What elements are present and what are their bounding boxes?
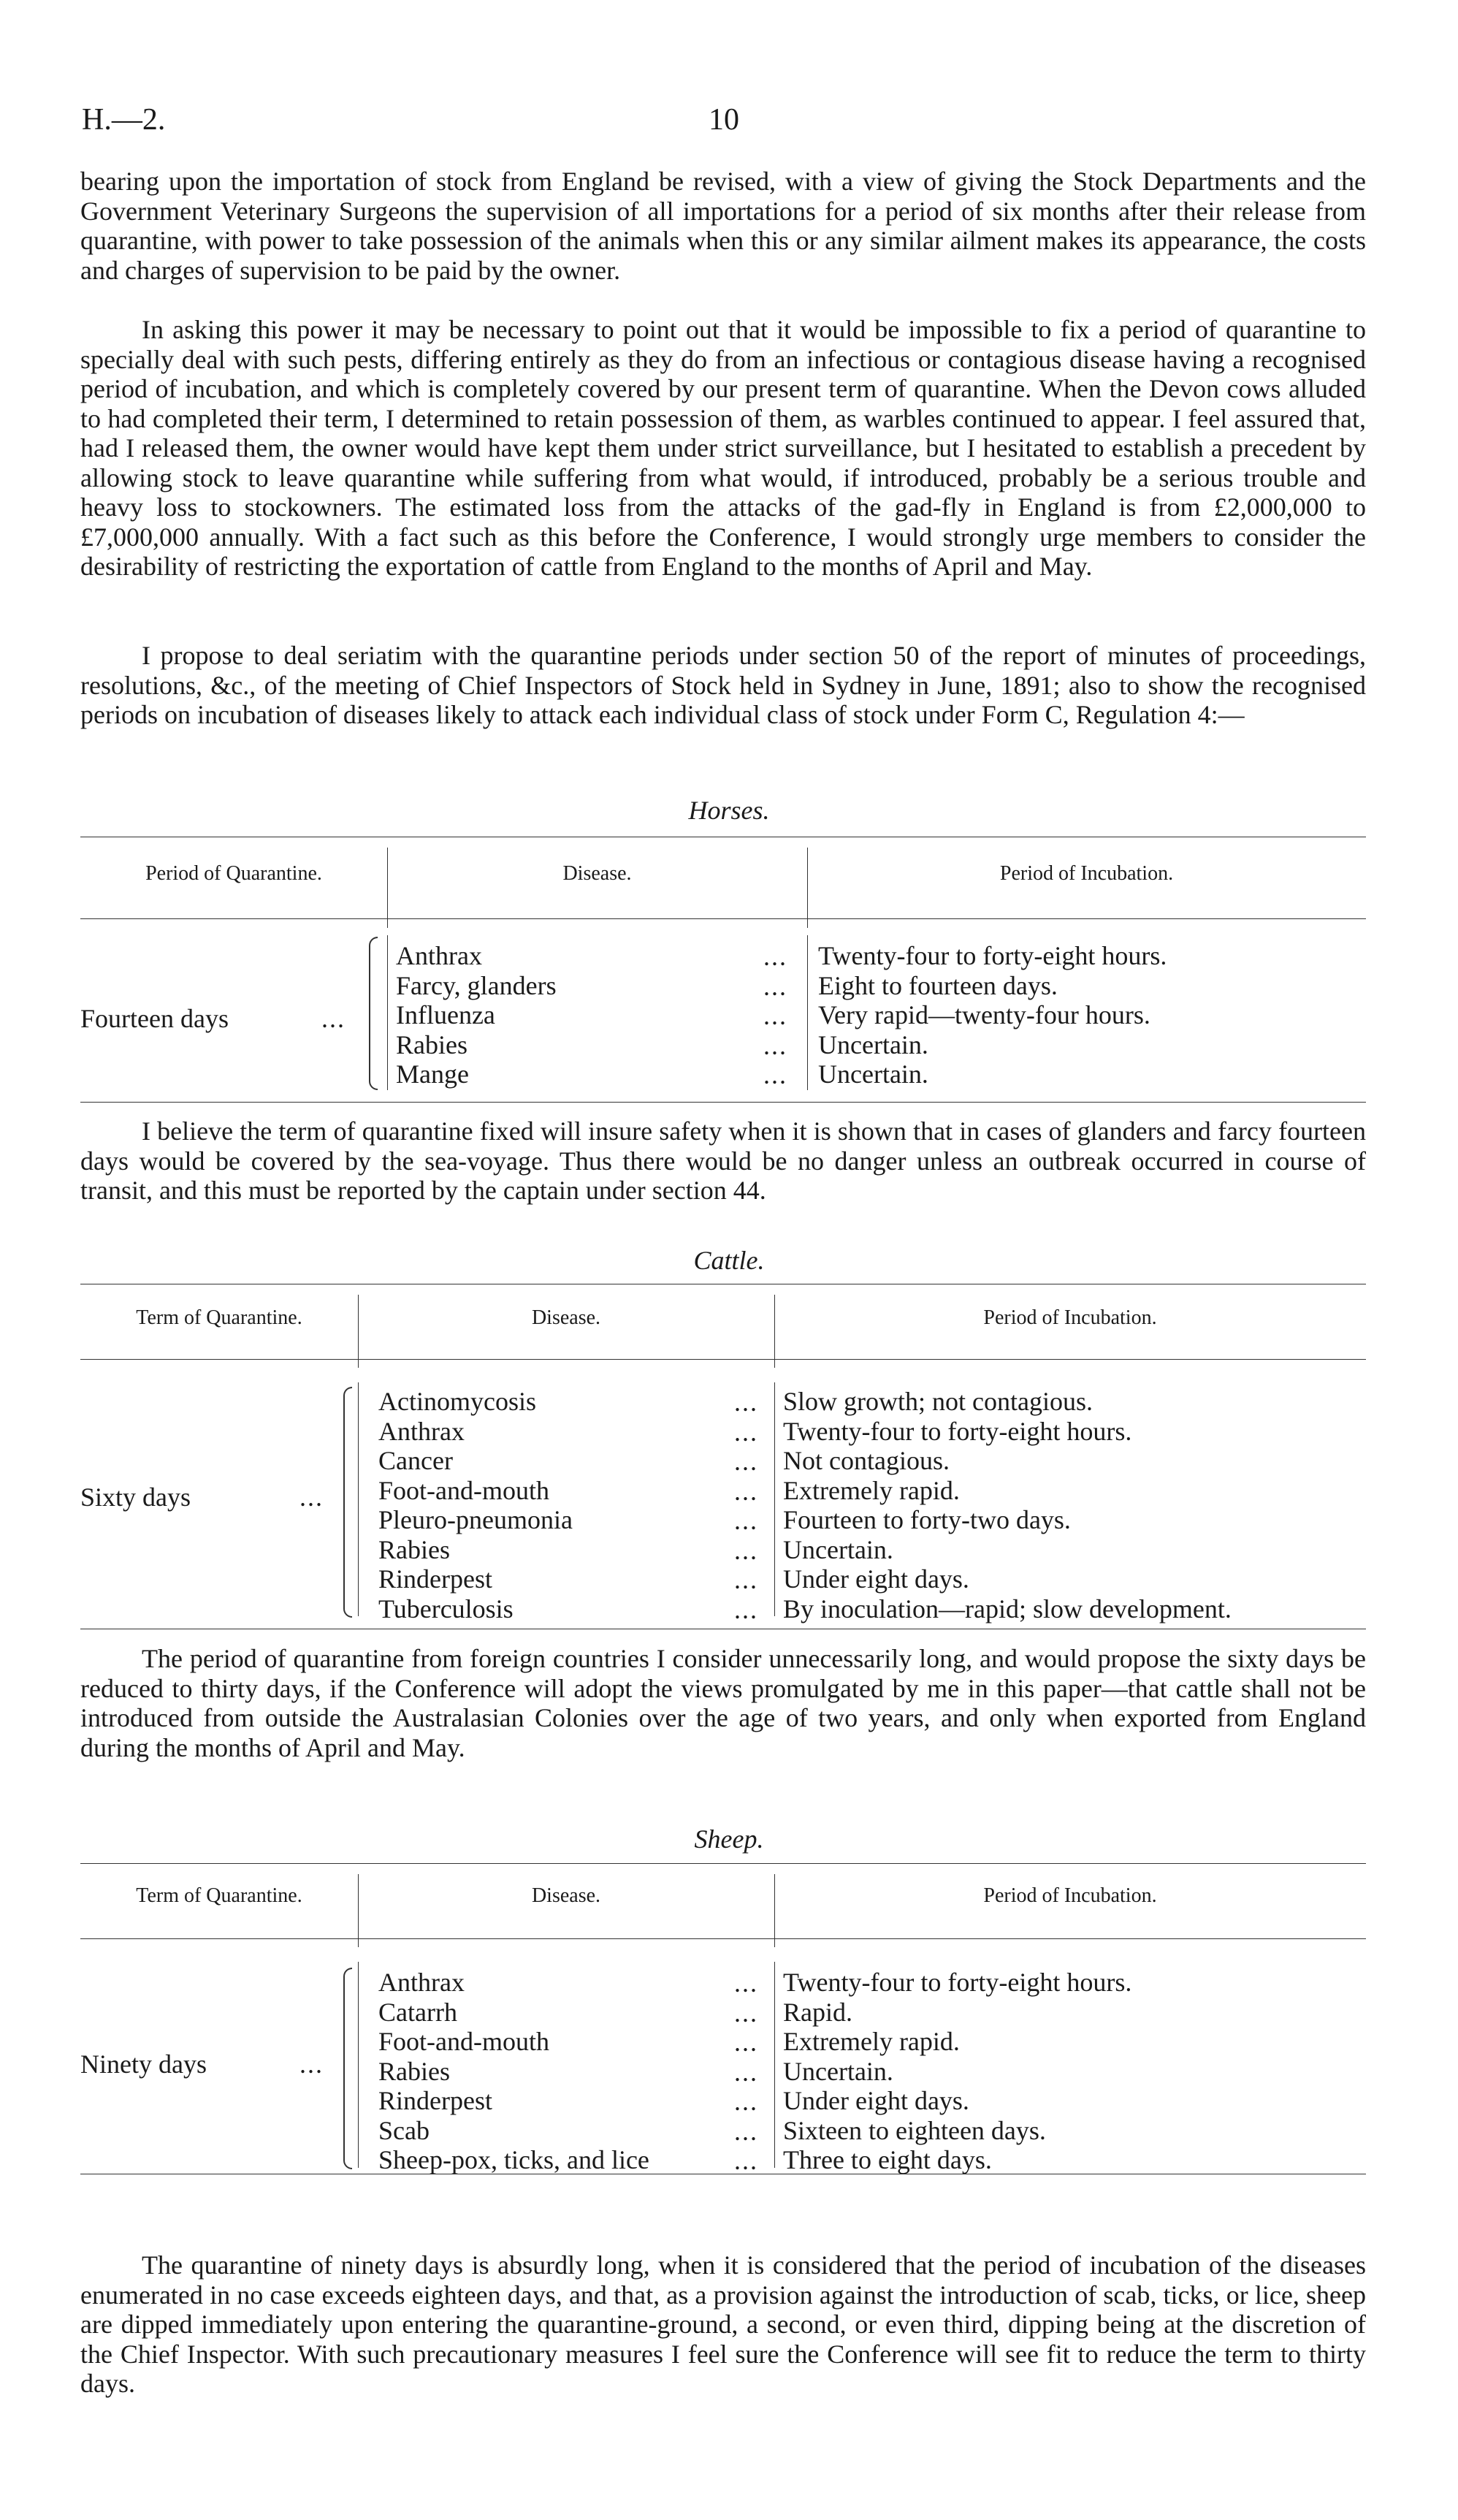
incubation-cell: Uncertain.	[818, 1059, 928, 1089]
leader-dots: ...	[763, 971, 787, 1001]
leader-dots: ...	[734, 1535, 758, 1565]
brace	[369, 937, 378, 1090]
disease-cell: Sheep-pox, ticks, and lice	[378, 2145, 649, 2174]
col-header-incubation: Period of Incubation.	[999, 862, 1174, 885]
disease-cell: Rabies	[396, 1029, 467, 1059]
incubation-cell: Uncertain.	[818, 1029, 928, 1059]
leader-dots: ...	[734, 1998, 758, 2028]
disease-cell: Scab	[378, 2115, 430, 2145]
disease-cell: Mange	[396, 1059, 469, 1089]
incubation-cell: Uncertain.	[783, 2056, 893, 2086]
disease-cell: Rabies	[378, 2056, 450, 2086]
leader-dots: ...	[734, 1417, 758, 1447]
incubation-cell: Under eight days.	[783, 2086, 969, 2115]
cattle-caption: Cattle.	[693, 1246, 765, 1275]
incubation-cell: Under eight days.	[783, 1564, 969, 1594]
leader-dots: ...	[734, 2087, 758, 2116]
incubation-cell: Sixteen to eighteen days.	[783, 2115, 1046, 2145]
brace	[343, 1968, 352, 2169]
incubation-cell: Twenty-four to forty-eight hours.	[783, 1416, 1132, 1446]
incubation-cell: Twenty-four to forty-eight hours.	[783, 1968, 1132, 1997]
col-header-disease: Disease.	[562, 862, 632, 885]
incubation-cell: Extremely rapid.	[783, 2027, 960, 2056]
disease-cell: Influenza	[396, 1000, 495, 1029]
disease-cell: Actinomycosis	[378, 1387, 536, 1416]
leader-dots: ...	[734, 1565, 758, 1594]
incubation-cell: Not contagious.	[783, 1446, 950, 1475]
cattle-table: Term of Quarantine. Disease. Period of Incubation. Sixty days ... Actinomycosis ... Slow growth; not contagious. Anthrax ... Twenty-four to forty-eight hours. Cancer ... Not contagious. Foot-and-mouth ... Extremely rapid. Pleuro-pneumonia ... Fourteen to forty-two days. Rabies ... Uncertain. Rinderpest ... Under eight days. Tuberculosis ... By inoculation—rapid; slow development.	[80, 1280, 1366, 1645]
disease-cell: Anthrax	[378, 1968, 465, 1997]
incubation-cell: Twenty-four to forty-eight hours.	[818, 941, 1167, 970]
col-header-period: Period of Quarantine.	[145, 862, 322, 885]
disease-cell: Foot-and-mouth	[378, 1475, 549, 1505]
brace	[343, 1387, 352, 1618]
disease-cell: Rinderpest	[378, 1564, 492, 1594]
incubation-cell: Three to eight days.	[783, 2145, 992, 2174]
disease-cell: Rabies	[378, 1534, 450, 1564]
col-header-incubation: Period of Incubation.	[983, 1306, 1157, 1329]
leader-dots: ...	[734, 2028, 758, 2057]
cattle-period: Sixty days	[80, 1482, 191, 1512]
incubation-cell: By inoculation—rapid; slow development.	[783, 1594, 1232, 1623]
sheep-table: Term of Quarantine. Disease. Period of Incubation. Ninety days ... Anthrax ... Twenty-four to forty-eight hours. Catarrh ... Rapid. Foot-and-mouth ... Extremely rapid. Rabies ... Uncertain. Rinderpest ... Under eight days. Scab ... Sixteen to eighteen days. Sheep-pox, ticks, and lice ... Three to eight days.	[80, 1859, 1366, 2166]
disease-cell: Anthrax	[396, 941, 482, 970]
disease-cell: Pleuro-pneumonia	[378, 1505, 573, 1534]
sheep-caption: Sheep.	[694, 1824, 764, 1854]
table-bottom-rule	[80, 1102, 1366, 1103]
report-reference: H.—2.	[82, 103, 166, 137]
incubation-cell: Eight to fourteen days.	[818, 970, 1058, 1000]
col-header-incubation: Period of Incubation.	[983, 1884, 1157, 1907]
disease-cell: Rinderpest	[378, 2086, 492, 2115]
horses-period: Fourteen days	[80, 1004, 229, 1033]
incubation-cell: Rapid.	[783, 1997, 852, 2027]
disease-cell: Catarrh	[378, 1997, 457, 2027]
leader-dots: ...	[734, 1387, 758, 1417]
page-number: 10	[709, 103, 739, 137]
incubation-cell: Slow growth; not contagious.	[783, 1387, 1093, 1416]
incubation-cell: Extremely rapid.	[783, 1475, 960, 1505]
header-rule	[80, 918, 1366, 919]
disease-cell: Farcy, glanders	[396, 970, 557, 1000]
col-header-disease: Disease.	[531, 1306, 601, 1329]
sheep-period: Ninety days	[80, 2049, 207, 2079]
disease-cell: Tuberculosis	[378, 1594, 514, 1623]
incubation-cell: Uncertain.	[783, 1534, 893, 1564]
leader-dots: ...	[763, 1030, 787, 1060]
leader-dots: ...	[734, 1447, 758, 1476]
leader-dots: ...	[734, 2116, 758, 2146]
paragraph-3: I propose to deal seriatim with the quarantine periods under section 50 of the report of minutes of proceedings, resolutions, &c., of the meeting of Chief Inspectors of Stock held in Sydney in June, 1891; also to show the recognised periods on incubation of diseases likely to attack each individual class of stock under Form C, Regulation 4:—	[80, 641, 1366, 729]
paragraph-5: The period of quarantine from foreign countries I consider unnecessarily long, and would propose the sixty days be reduced to thirty days, if the Conference will adopt the views promulgated by me in this paper—that cattle shall not be introduced from outside the Australasian Colonies over the age of two years, and only when exported from England during the months of April and May.	[80, 1644, 1366, 1762]
leader-dots: ...	[734, 2146, 758, 2175]
leader-dots: ...	[734, 1476, 758, 1506]
leader-dots: ...	[734, 1968, 758, 1998]
disease-cell: Anthrax	[378, 1416, 465, 1446]
leader-dots: ...	[763, 1001, 787, 1030]
incubation-cell: Fourteen to forty-two days.	[783, 1505, 1071, 1534]
leader-dots: ...	[763, 1060, 787, 1089]
disease-cell: Foot-and-mouth	[378, 2027, 549, 2056]
col-header-disease: Disease.	[531, 1884, 601, 1907]
paragraph-1: bearing upon the importation of stock from England be revised, with a view of giving the Stock Departments and the Government Veterinary Surgeons the supervision of all importations for a period of six months after their release from quarantine, with power to take possession of the animals when this or any similar ailment makes its appearance, the costs and charges of supervision to be paid by the owner.	[80, 167, 1366, 285]
disease-cell: Cancer	[378, 1446, 453, 1475]
paragraph-6: The quarantine of ninety days is absurdly long, when it is considered that the period of incubation of the diseases enumerated in no case exceeds eighteen days, and that, as a provision against the introduction of scab, ticks, or lice, sheep are dipped immediately upon entering the quarantine-ground, a second, or even third, dipping being at the discretion of the Chief Inspector. With such precautionary measures I feel sure the Conference will see fit to reduce the term to thirty days.	[80, 2250, 1366, 2398]
leader-dots: ...	[763, 942, 787, 971]
leader-dots: ...	[734, 2057, 758, 2087]
leader-dots: ...	[734, 1506, 758, 1535]
leader-dots: ...	[734, 1594, 758, 1624]
paragraph-4: I believe the term of quarantine fixed will insure safety when it is shown that in cases of glanders and farcy fourteen days would be covered by the sea-voyage. Thus there would be no danger unless an outbreak occurred in course of transit, and this must be reported by the captain under section 44.	[80, 1116, 1366, 1205]
col-header-period: Term of Quarantine.	[136, 1884, 302, 1907]
col-header-period: Term of Quarantine.	[136, 1306, 302, 1329]
horses-table: Period of Quarantine. Disease. Period of Incubation. Fourteen days ... Anthrax ... Twenty-four to forty-eight hours. Farcy, glanders ... Eight to fourteen days. Influenza ... Very rapid—twenty-four hours. Rabies ... Uncertain. Mange ... Uncertain.	[80, 833, 1366, 1111]
incubation-cell: Very rapid—twenty-four hours.	[818, 1000, 1150, 1029]
paragraph-2: In asking this power it may be necessary to point out that it would be impossible to fix a period of quarantine to specially deal with such pests, differing entirely as they do from an infectious or contagious disease having a recognised period of incubation, and which is completely covered by our present term of quarantine. When the Devon cows alluded to had completed their term, I determined to retain possession of them, as warbles continued to appear. I feel assured that, had I released them, the owner would have kept them under strict surveillance, but I hesitated to establish a precedent by allowing stock to leave quarantine while suffering from what would, if introduced, probably be a serious trouble and heavy loss to stockowners. The estimated loss from the attacks of the gad-fly in England is from £2,000,000 to £7,000,000 annually. With a fact such as this before the Conference, I would strongly urge members to consider the desirability of restricting the exportation of cattle from England to the months of April and May.	[80, 315, 1366, 581]
horses-caption: Horses.	[688, 796, 770, 825]
